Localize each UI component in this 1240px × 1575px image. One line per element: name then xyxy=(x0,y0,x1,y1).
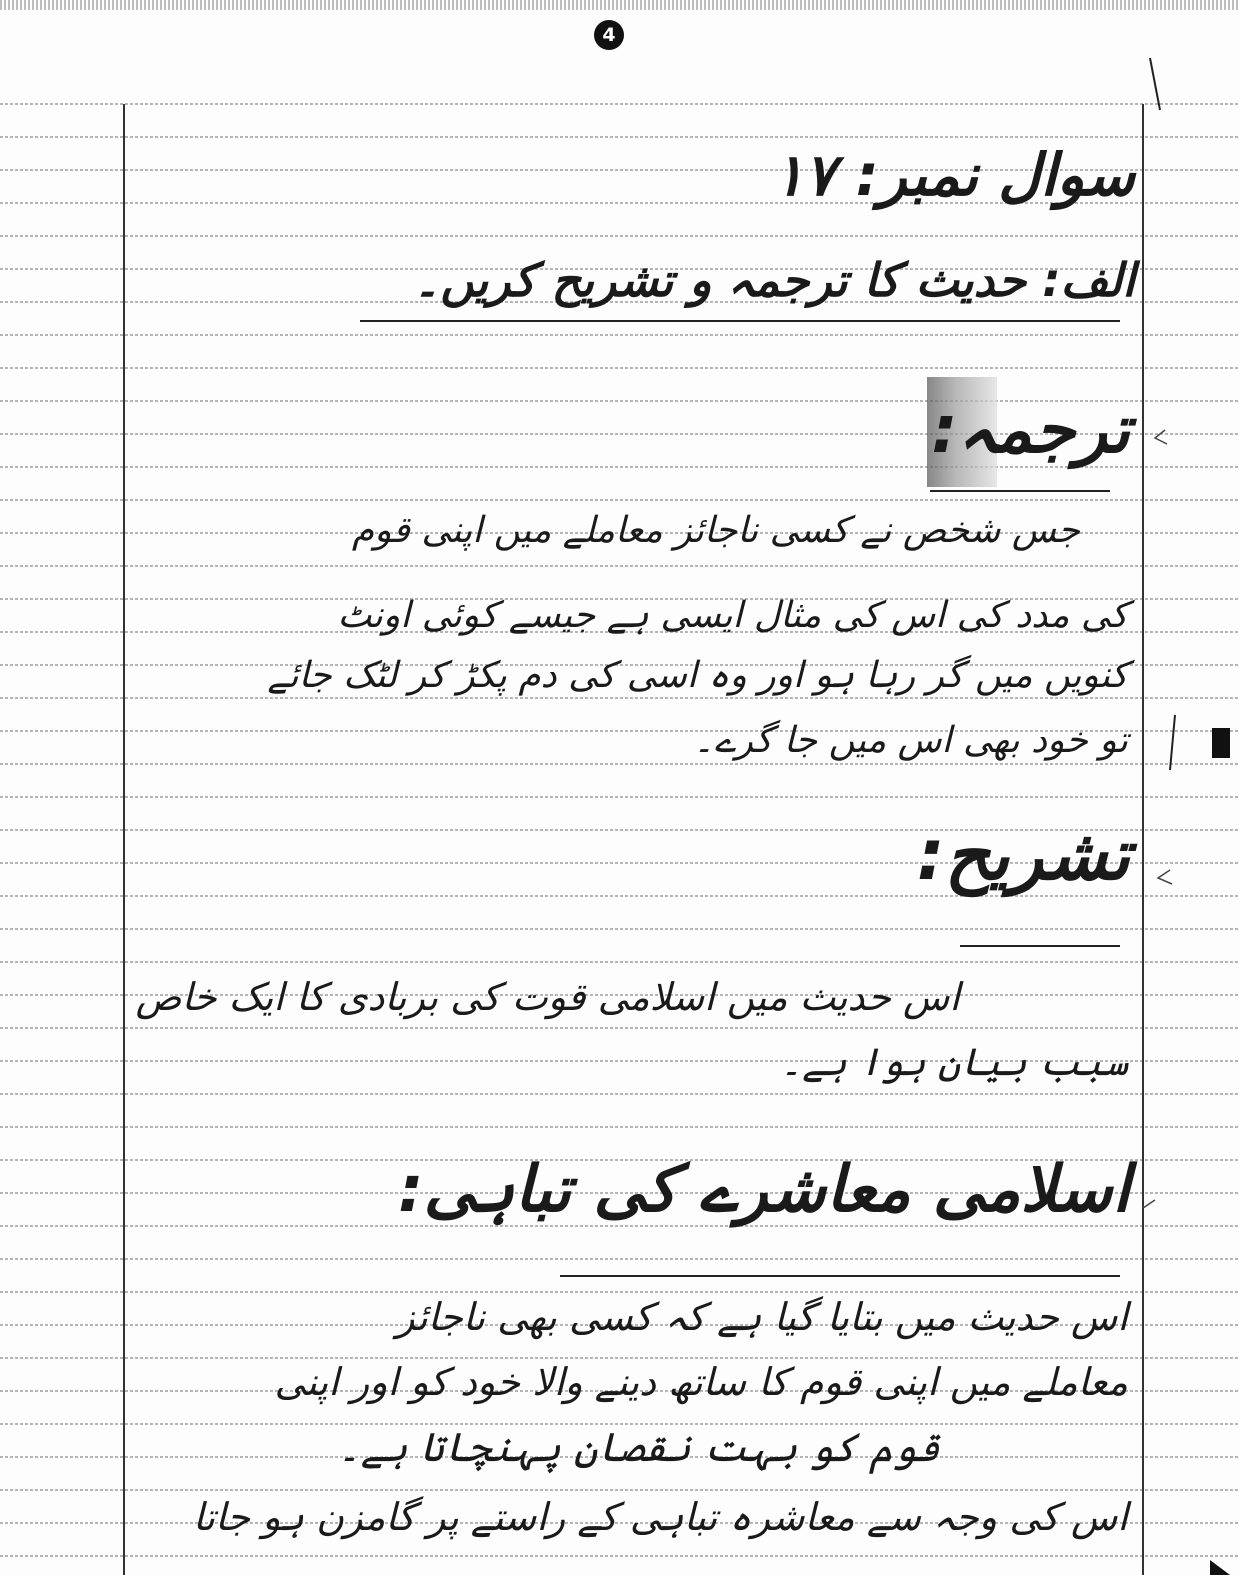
corner-pencil-mark xyxy=(1150,58,1160,110)
margin-tick-1 xyxy=(1155,430,1167,444)
translation-heading: ترجمہ: xyxy=(931,391,1130,468)
translation-heading-underline xyxy=(930,490,1110,492)
society-line-3: قوم کو بہت نقصان پہنچاتا ہے۔ xyxy=(337,1425,940,1471)
society-heading-underline xyxy=(560,1275,1120,1277)
society-line-1: اس حدیث میں بتایا گیا ہے کہ کسی بھی ناجائز xyxy=(396,1295,1128,1339)
margin-tick-3 xyxy=(1158,870,1172,884)
translation-line-4: تو خود بھی اس میں جا گرے۔ xyxy=(693,720,1128,761)
translation-line-1: جس شخص نے کسی ناجائز معاملے میں اپنی قوم xyxy=(351,510,1080,551)
translation-line-3: کنویں میں گر رہا ہو اور وہ اسی کی دم پکڑ کر لٹک جائے xyxy=(267,655,1128,696)
binding-hole-mark xyxy=(1212,728,1230,758)
explanation-heading-underline xyxy=(960,945,1120,947)
part-a-instruction: الف: حدیث کا ترجمہ و تشریح کریں۔ xyxy=(413,253,1135,307)
part-a-underline xyxy=(360,320,1120,322)
explanation-line-1: اس حدیث میں اسلامی قوت کی بربادی کا ایک خاص xyxy=(135,975,960,1019)
society-line-4: اس کی وجہ سے معاشرہ تباہی کے راستے پر گامزن ہو جاتا xyxy=(192,1495,1128,1539)
explanation-heading: تشریح: xyxy=(916,814,1130,896)
margin-tick-2 xyxy=(1170,715,1175,770)
page-number: 4 xyxy=(594,20,624,50)
margin-tick-4 xyxy=(1143,1200,1155,1208)
corner-mark-bottom xyxy=(1210,1560,1230,1575)
explanation-line-2: سبب بیان ہوا ہے۔ xyxy=(780,1040,1128,1084)
question-number: سوال نمبر: ۱۷ xyxy=(773,141,1135,209)
translation-line-2: کی مدد کی اس کی مثال ایسی ہے جیسے کوئی اونٹ xyxy=(337,595,1128,636)
society-heading: اسلامی معاشرے کی تباہی: xyxy=(397,1153,1130,1227)
society-line-2: معاملے میں اپنی قوم کا ساتھ دینے والا خود کو اور اپنی xyxy=(274,1360,1128,1404)
